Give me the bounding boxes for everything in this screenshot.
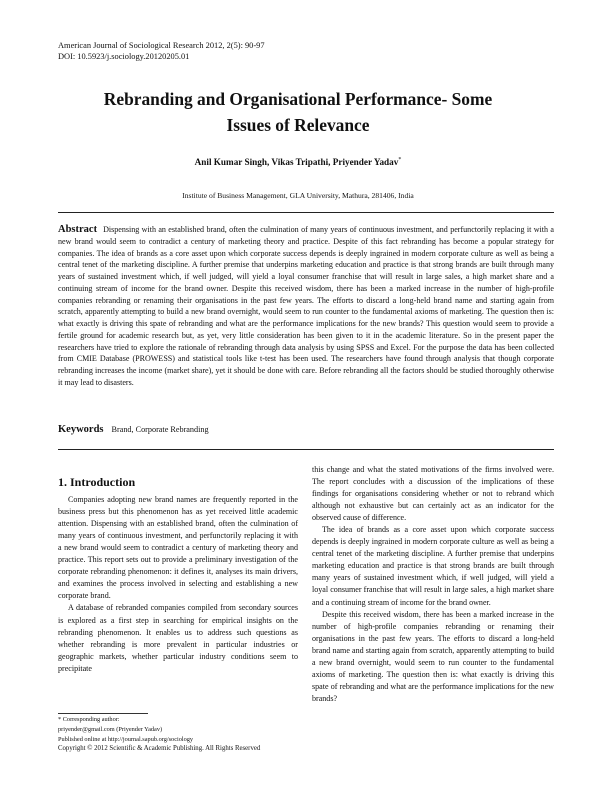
journal-header (58, 40, 265, 62)
corresponding-email: priyender@gmail.com (Priyender Yadav) (58, 725, 163, 733)
right-paragraph-continued: this change and what the stated motivations of the firms involved were. The report concludes with a discussion of the implications of these findings for organisations considering whether or not to rebrand which although not exhaustive but can certainly act as an indicator for the observed cause of difference. (312, 465, 554, 523)
keywords (58, 424, 209, 435)
intro-paragraph-2: A database of rebranded companies compiled from secondary sources is explored as a first step in searching for empirical insights on the rebranding phenomenon. It enables us to address such questions as whether rebranding is more prevalent in particular industries or geographic markets, whether particular industry conditions seem to precipitate (58, 603, 298, 673)
abstract-text: Dispensing with an established brand, often the culmination of many years of continuous investment, and perfunctorily replacing it with a new brand would seem to contradict a century of marketing theory and practice. Despite of this fact rebranding has become a popular strategy for companies. The idea of brands as a core asset upon which corporate success depends is deeply ingrained in modern corporate culture as well as being a central tenet of the marketing discipline. A further premise that underpins marketing education and practice is that strong brands are built through many years of sustained investment which, if well judged, will yield a loyal consumer franchise that will result in large sales, a high market share and a continuing stream of income for the brand owner. Despite this received wisdom, there has been a marked increase in the number of high-profile companies rebranding or renaming their organisations in the past few years. The efforts to discard a long-held brand name and starting again from scratch, apparently attempting to build a new brand overnight, would seem to run counter to the fundamental axioms of marketing. The question then is: what exactly is driving this spate of rebranding and what are the performance implications for the new brands? This question would seem to provide a fertile ground for academic research but, as yet, very little consideration has been given to it in the academic literature. So in the present paper the researchers have tried to explore the rationale of rebranding through data analysis by using SPSS and Excel. For the purpose the data has been collected from CMIE Database (PROWESS) and statistical tools like t-test has been used. The researchers have found through analysis that though corporate rebranding increases the income (market share), yet it should be done with care. Before rebranding all the factors should be studied thoroughly otherwise it may lead to disasters. (58, 225, 554, 387)
copyright: Copyright © 2012 Scientific & Academic Publishing. All Rights Reserved (58, 745, 261, 753)
abstract (58, 224, 554, 389)
paper-title (40, 86, 556, 138)
journal-doi: DOI: 10.5923/j.sociology.20120205.01 (58, 52, 190, 61)
divider-bottom (58, 449, 554, 450)
section-heading-introduction: 1. Introduction (58, 475, 136, 489)
right-paragraph-2: Despite this received wisdom, there has been a marked increase in the number of high-profile companies rebranding or renaming their organisations in the past few years. The efforts to discard a long-held brand name and starting again from scratch, apparently attempting to build a new brand overnight, would seem to run counter to the fundamental axioms of marketing. The question then is: what exactly is driving this spate of rebranding and what are the performance implications for the new brands? (312, 609, 554, 703)
footnote-rule (58, 713, 148, 714)
author-list (40, 157, 556, 167)
divider-top (58, 212, 554, 213)
corresponding-author-label: * Corresponding author: (58, 716, 120, 723)
keywords-text: Brand, Corporate Rebranding (111, 425, 209, 434)
right-column (312, 464, 554, 705)
title-line-1: Rebranding and Organisational Performance- Some (103, 89, 493, 109)
journal-citation: American Journal of Sociological Research 2012, 2(5): 90-97 (58, 41, 265, 50)
author-names: Anil Kumar Singh, Vikas Tripathi, Priyender Yadav (194, 157, 399, 168)
footnote (58, 715, 298, 754)
right-paragraph-1: The idea of brands as a core asset upon which corporate success depends is deeply ingrained in modern corporate culture as well as being a central tenet of the marketing discipline. A further premise that underpins marketing education and practice is that strong brands are built through many years of sustained investment which, if well judged, will yield a loyal consumer franchise that will result in large sales, a high market share and a continuing stream of income for the brand owner. (312, 525, 554, 607)
title-line-2: Issues of Relevance (226, 115, 370, 135)
keywords-label: Keywords (58, 424, 104, 435)
corresponding-mark: * (398, 157, 402, 163)
abstract-label: Abstract (58, 224, 98, 235)
published-online: Published online at http://journal.sapub.org/sociology (58, 735, 194, 743)
affiliation: Institute of Business Management, GLA University, Mathura, 281406, India (182, 191, 414, 200)
left-column (58, 476, 298, 675)
intro-paragraph-1: Companies adopting new brand names are frequently reported in the business press but this phenomenon has as yet received little academic attention. Dispensing with an established brand, often the culmination of many years of continuous investment, and perfunctorily replacing it with a new brand would seem to contradict a century of marketing theory and practice. This report sets out to provide a preliminary investigation of the corporate rebranding phenomenon: it defines it, analyses its main drivers, and examines the process involved in selecting and establishing a new corporate brand. (58, 495, 298, 601)
